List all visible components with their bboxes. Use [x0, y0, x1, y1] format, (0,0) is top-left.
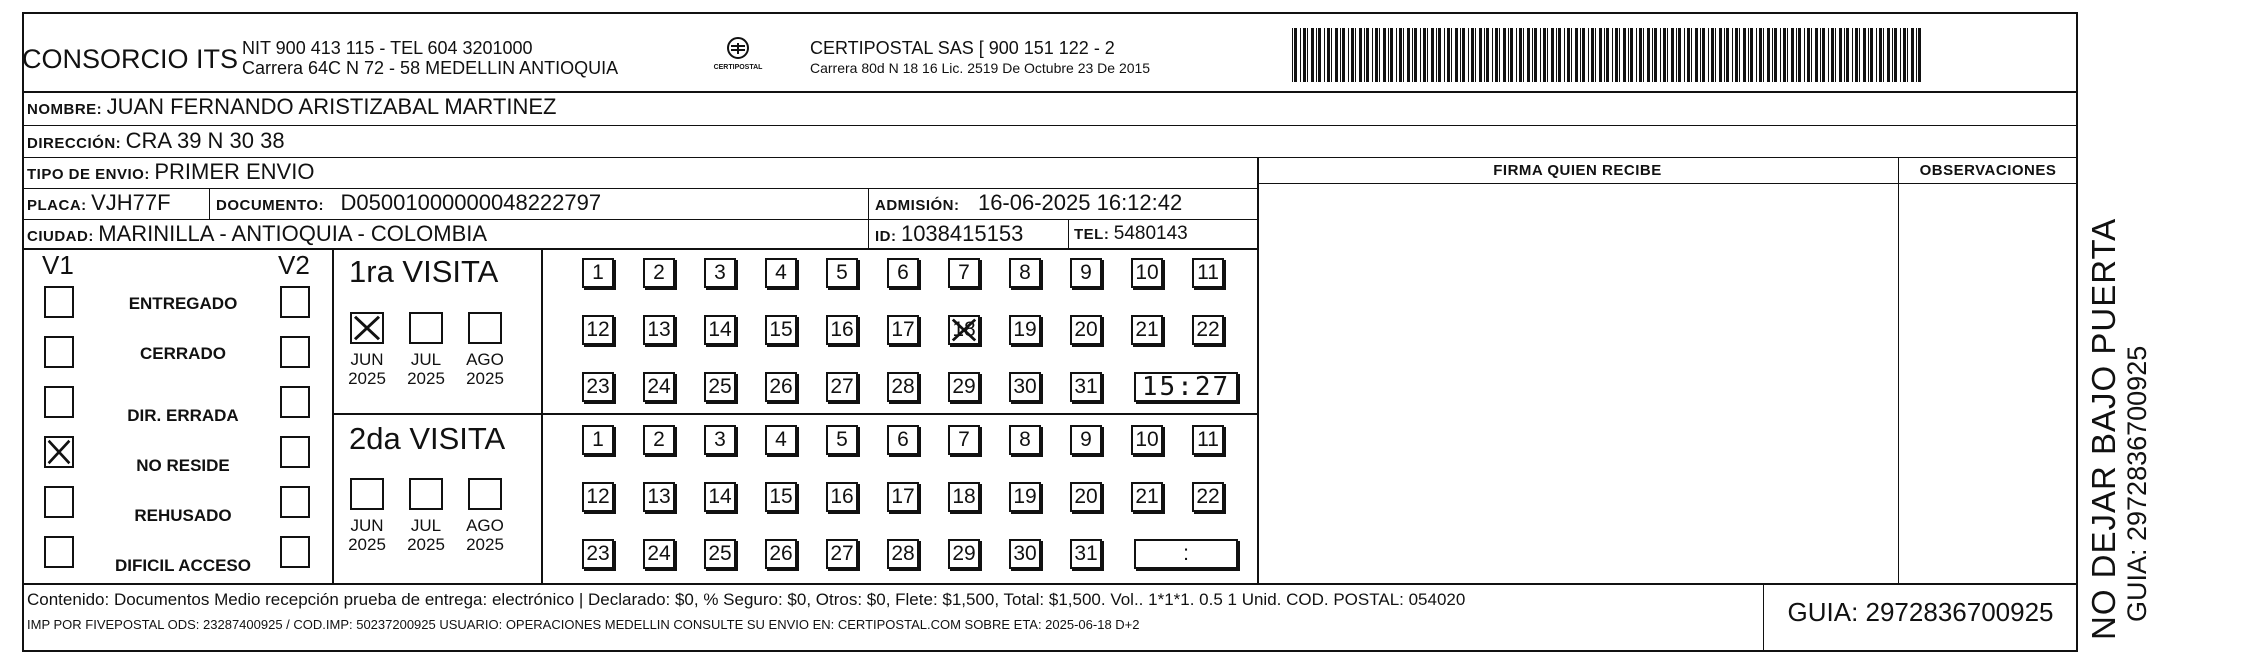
document-row [216, 190, 601, 216]
v1-checkbox[interactable] [44, 386, 74, 418]
plate-row [27, 190, 171, 216]
day-box[interactable]: 27 [826, 539, 858, 569]
day-box[interactable]: 16 [826, 482, 858, 512]
reason-label: REHUSADO [134, 506, 232, 525]
time-box[interactable]: : [1134, 539, 1238, 569]
day-box[interactable]: 24 [643, 372, 675, 402]
day-box[interactable]: 18 [948, 482, 980, 512]
day-box[interactable]: 14 [704, 315, 736, 345]
city-label: CIUDAD: [27, 228, 94, 245]
plate-value: VJH77F [91, 190, 171, 215]
day-box[interactable]: 5 [826, 425, 858, 455]
month-checkbox[interactable] [468, 478, 502, 510]
first-visit-title: 1ra VISITA [349, 254, 499, 289]
day-box[interactable]: 23 [582, 539, 614, 569]
v2-checkbox[interactable] [280, 536, 310, 568]
v2-header: V2 [278, 250, 310, 280]
imp-line: IMP POR FIVEPOSTAL ODS: 23287400925 / COD.IMP: 50237200925 USUARIO: OPERACIONES MEDELLIN CONSULTE SU ENVIO EN: CERTIPOSTAL.COM SOBRE ETA: 2025-06-18 D+2 [27, 617, 1140, 632]
day-box[interactable]: 7 [948, 258, 980, 288]
city-value: MARINILLA - ANTIOQUIA - COLOMBIA [98, 221, 488, 246]
v1-checkbox[interactable] [44, 286, 74, 318]
month-name: AGO [466, 516, 504, 535]
address-row [27, 128, 285, 154]
day-box[interactable]: 13 [643, 482, 675, 512]
day-box[interactable]: 9 [1070, 425, 1102, 455]
tel-row [1074, 223, 1188, 245]
day-box[interactable]: 2 [643, 425, 675, 455]
recipient-address: CRA 39 N 30 38 [125, 128, 285, 153]
month-label [340, 350, 394, 388]
day-box[interactable]: 12 [582, 315, 614, 345]
day-box[interactable]: 3 [704, 425, 736, 455]
v2-checkbox[interactable] [280, 436, 310, 468]
month-year: 2025 [407, 369, 445, 388]
carrier-line: CERTIPOSTAL SAS [ 900 151 122 - 2 [810, 38, 1115, 58]
id-row [875, 221, 1023, 247]
day-box[interactable]: 12 [582, 482, 614, 512]
day-box[interactable]: 22 [1192, 482, 1224, 512]
day-box[interactable]: 17 [887, 315, 919, 345]
v1-checkbox[interactable] [44, 486, 74, 518]
month-checkbox[interactable] [468, 312, 502, 344]
day-box[interactable]: 28 [887, 539, 919, 569]
day-box[interactable]: 3 [704, 258, 736, 288]
month-checkbox[interactable] [350, 312, 384, 344]
day-box[interactable]: 8 [1009, 258, 1041, 288]
observaciones-header: OBSERVACIONES [1919, 162, 2057, 179]
day-box[interactable]: 11 [1192, 258, 1224, 288]
day-box[interactable]: 27 [826, 372, 858, 402]
day-box[interactable]: 30 [1009, 539, 1041, 569]
no-dejar-warning: NO DEJAR BAJO PUERTA [2085, 217, 2122, 640]
side-text [2086, 40, 2152, 640]
second-visit-title: 2da VISITA [349, 421, 506, 456]
footer-guia: GUIA: 2972836700925 [1787, 597, 2054, 627]
contents-line: Contenido: Documentos Medio recepción prueba de entrega: electrónico | Declarado: $0, % Seguro: $0, Otros: $0, Flete: $1,500, Total: $1,500. Vol.. 1*1*1. 0.5 1 Unid. COD. POSTAL: 054020 [27, 590, 1466, 609]
plate-label: PLACA: [27, 197, 87, 214]
day-box[interactable]: 4 [765, 258, 797, 288]
month-label [458, 350, 512, 388]
month-checkbox[interactable] [409, 478, 443, 510]
day-box[interactable]: 10 [1131, 425, 1163, 455]
day-box[interactable]: 14 [704, 482, 736, 512]
month-name: JUN [350, 350, 384, 369]
day-box[interactable]: 19 [1009, 315, 1041, 345]
reason-label: DIR. ERRADA [127, 406, 239, 425]
document-value: D05001000000048222797 [340, 190, 602, 215]
v2-checkbox[interactable] [280, 486, 310, 518]
admission-row [875, 190, 1182, 216]
v2-checkbox[interactable] [280, 386, 310, 418]
v2-checkbox[interactable] [280, 336, 310, 368]
day-box[interactable]: 20 [1070, 482, 1102, 512]
month-year: 2025 [466, 369, 504, 388]
day-box[interactable]: 8 [1009, 425, 1041, 455]
month-name: JUL [410, 350, 442, 369]
company-address: Carrera 64C N 72 - 58 MEDELLIN ANTIOQUIA [242, 58, 619, 78]
address-label: DIRECCIÓN: [27, 135, 122, 152]
day-box[interactable]: 13 [643, 315, 675, 345]
day-box[interactable]: 26 [765, 539, 797, 569]
day-box[interactable]: 31 [1070, 539, 1102, 569]
x-mark-icon [352, 314, 382, 342]
month-year: 2025 [466, 535, 504, 554]
day-box[interactable]: 1 [582, 258, 614, 288]
day-box[interactable]: 28 [887, 372, 919, 402]
day-box[interactable]: 11 [1192, 425, 1224, 455]
day-box[interactable]: 29 [948, 372, 980, 402]
day-box[interactable]: 25 [704, 539, 736, 569]
day-box[interactable]: 19 [1009, 482, 1041, 512]
month-label [340, 516, 394, 554]
carrier-address: Carrera 80d N 18 16 Lic. 2519 De Octubre 23 De 2015 [810, 60, 1151, 76]
tel-value: 5480143 [1113, 223, 1188, 244]
document-label: DOCUMENTO: [216, 197, 325, 214]
side-guia: GUIA: 2972836700925 [2122, 345, 2152, 622]
day-box[interactable]: 29 [948, 539, 980, 569]
shipment-type: PRIMER ENVIO [154, 159, 315, 184]
time-box[interactable]: 15:27 [1134, 372, 1238, 402]
admission-label: ADMISIÓN: [875, 197, 960, 214]
day-box[interactable]: 9 [1070, 258, 1102, 288]
v2-checkbox[interactable] [280, 286, 310, 318]
month-name: JUL [410, 516, 442, 535]
day-box[interactable]: 26 [765, 372, 797, 402]
v1-checkbox[interactable] [44, 336, 74, 368]
day-box[interactable]: 21 [1131, 315, 1163, 345]
month-label [399, 350, 453, 388]
recipient-name: JUAN FERNANDO ARISTIZABAL MARTINEZ [106, 94, 557, 119]
id-value: 1038415153 [900, 221, 1024, 246]
day-box[interactable]: 6 [887, 258, 919, 288]
name-row [27, 94, 556, 120]
firma-header: FIRMA QUIEN RECIBE [1493, 162, 1662, 179]
day-box[interactable]: 10 [1131, 258, 1163, 288]
month-checkbox[interactable] [409, 312, 443, 344]
month-checkbox[interactable] [350, 478, 384, 510]
company-name: CONSORCIO ITS [22, 44, 239, 74]
day-box[interactable]: 7 [948, 425, 980, 455]
day-box[interactable]: 16 [826, 315, 858, 345]
month-name: AGO [466, 350, 504, 369]
month-year: 2025 [348, 535, 386, 554]
month-label [458, 516, 512, 554]
tel-label: TEL: [1074, 226, 1110, 243]
type-row [27, 159, 314, 185]
day-box[interactable]: 15 [765, 482, 797, 512]
day-box[interactable]: 2 [643, 258, 675, 288]
day-box[interactable]: 22 [1192, 315, 1224, 345]
city-row [27, 221, 487, 247]
month-year: 2025 [407, 535, 445, 554]
v1-header: V1 [42, 250, 74, 280]
reason-label: ENTREGADO [128, 294, 238, 313]
month-name: JUN [350, 516, 384, 535]
x-mark-icon [950, 317, 978, 343]
type-label: TIPO DE ENVIO: [27, 166, 150, 183]
month-year: 2025 [348, 369, 386, 388]
nit-line: NIT 900 413 115 - TEL 604 3201000 [242, 38, 533, 58]
day-box[interactable]: 17 [887, 482, 919, 512]
name-label: NOMBRE: [27, 101, 103, 118]
reason-label: CERRADO [140, 344, 226, 363]
month-label [399, 516, 453, 554]
day-box[interactable]: 4 [765, 425, 797, 455]
day-box[interactable]: 1 [582, 425, 614, 455]
day-box[interactable]: 18 [948, 315, 980, 345]
day-box[interactable]: 30 [1009, 372, 1041, 402]
day-box[interactable]: 31 [1070, 372, 1102, 402]
reason-label: DIFICIL ACCESO [114, 556, 251, 575]
reason-label: NO RESIDE [136, 456, 230, 475]
day-box[interactable]: 23 [582, 372, 614, 402]
admission-value: 16-06-2025 16:12:42 [977, 190, 1183, 215]
day-box[interactable]: 6 [887, 425, 919, 455]
day-box[interactable]: 24 [643, 539, 675, 569]
day-box[interactable]: 15 [765, 315, 797, 345]
logo-caption: CERTIPOSTAL [713, 64, 763, 71]
day-box[interactable]: 25 [704, 372, 736, 402]
day-box[interactable]: 20 [1070, 315, 1102, 345]
v1-checkbox[interactable] [44, 436, 74, 468]
day-box[interactable]: 5 [826, 258, 858, 288]
x-mark-icon [46, 438, 72, 466]
v1-checkbox[interactable] [44, 536, 74, 568]
id-label: ID: [875, 228, 897, 245]
day-box[interactable]: 21 [1131, 482, 1163, 512]
